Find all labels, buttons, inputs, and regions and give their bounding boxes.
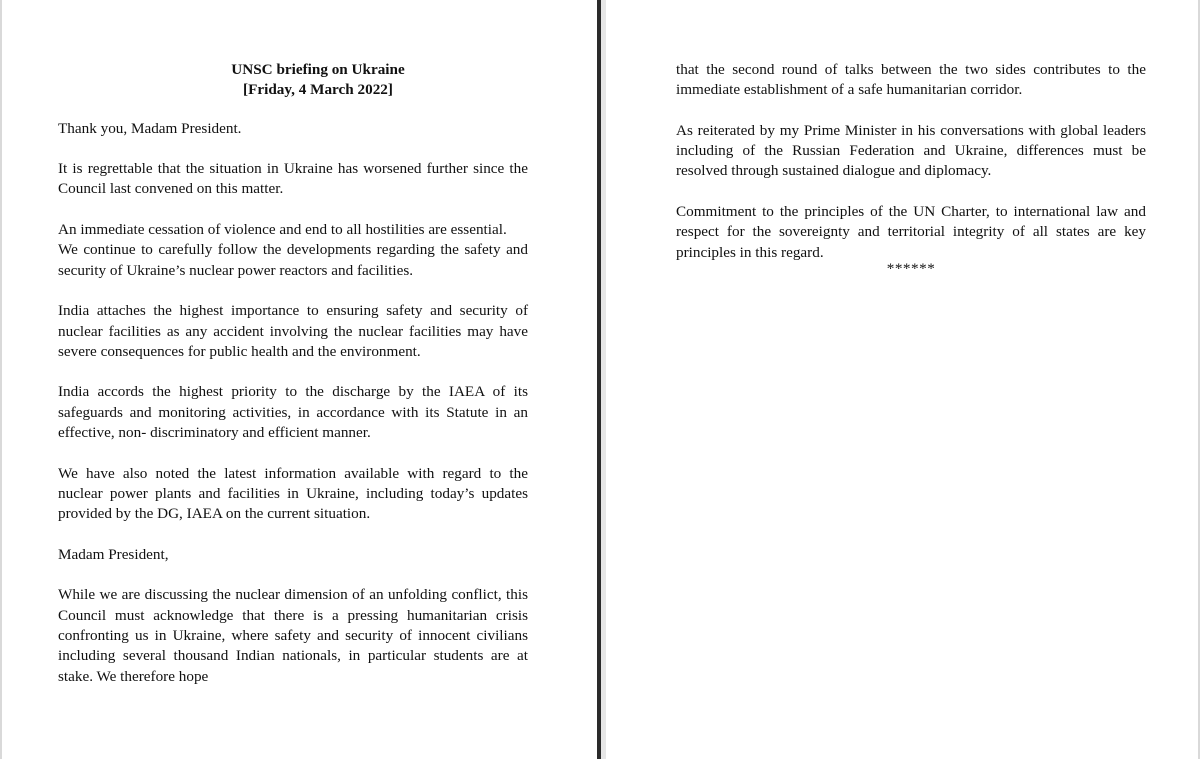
paragraph-humanitarian-corridor: that the second round of talks between the two sides contributes to the immediate establishment of a safe humanitarian corridor. bbox=[676, 61, 1146, 99]
title-spacing bbox=[58, 101, 528, 119]
paragraph-latest-information: We have also noted the latest information available with regard to the nuclear power plants and facilities in Ukraine, including today’s updates provided by the DG, IAEA on the current situation. bbox=[58, 464, 528, 523]
paragraph-humanitarian-crisis: While we are discussing the nuclear dimension of an unfolding conflict, this Council must acknowledge that there is a pressing humanitarian crisis confronting us in Ukraine, where safety and security of innocent civilians including several thousand Indian nationals, in particular students are at stake. We therefore hope bbox=[58, 586, 528, 685]
paragraph-address: Madam President, bbox=[58, 545, 169, 563]
paragraph-greeting: Thank you, Madam President. bbox=[58, 119, 242, 137]
paragraph-nuclear-monitoring: We continue to carefully follow the developments regarding the safety and security of Ukraine’s nuclear power reactors and facilities. bbox=[58, 241, 528, 279]
document-title: UNSC briefing on Ukraine bbox=[231, 61, 405, 78]
right-column bbox=[676, 60, 1146, 275]
paragraph-cessation: An immediate cessation of violence and end to all hostilities are essential. bbox=[58, 221, 507, 239]
end-marker: ****** bbox=[886, 259, 936, 277]
paragraph-iaea-priority: India accords the highest priority to the discharge by the IAEA of its safeguards and monitoring activities, in accordance with its Statute in an effective, non- discriminatory and efficient manner. bbox=[58, 383, 528, 442]
left-column bbox=[58, 60, 528, 707]
paragraph-situation: It is regrettable that the situation in Ukraine has worsened further since the Council last convened on this matter. bbox=[58, 160, 528, 198]
paragraph-un-charter: Commitment to the principles of the UN Charter, to international law and respect for the sovereignty and territorial integrity of all states are key principles in this regard. bbox=[676, 203, 1146, 261]
paragraph-dialogue-diplomacy: As reiterated by my Prime Minister in his conversations with global leaders including of the Russian Federation and Ukraine, differences must be resolved through sustained dialogue and diplomacy. bbox=[676, 121, 1146, 180]
document-date: [Friday, 4 March 2022] bbox=[243, 81, 393, 99]
paragraph-nuclear-safety: India attaches the highest importance to ensuring safety and security of nuclear facilities as any accident involving the nuclear facilities may have severe consequences for public health and the environment. bbox=[58, 302, 528, 360]
